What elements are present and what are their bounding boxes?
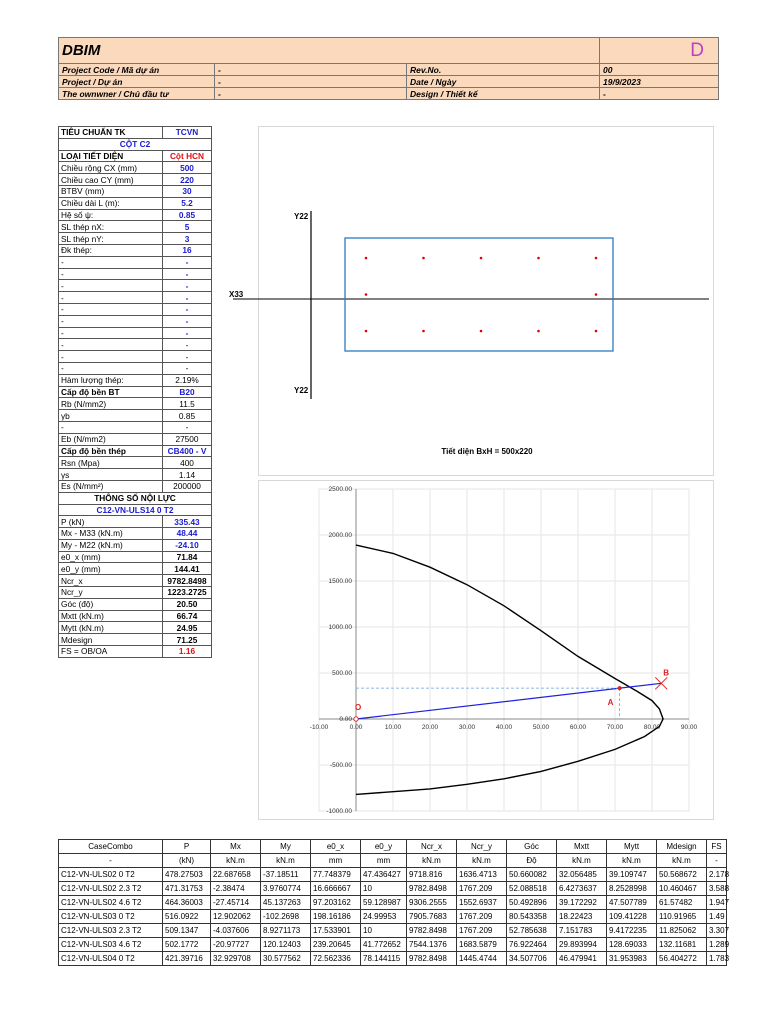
blank-value: - bbox=[163, 362, 212, 374]
blank-label: - bbox=[59, 315, 163, 327]
standard-value[interactable]: TCVN bbox=[163, 127, 212, 139]
param-row bbox=[59, 221, 212, 233]
blank-label: - bbox=[59, 362, 163, 374]
combo-header-cell: My bbox=[261, 840, 311, 854]
combo-cell: 16.666667 bbox=[311, 882, 361, 896]
combo-cell: 29.893994 bbox=[557, 938, 607, 952]
combo-cell: C12-VN-ULS03 0 T2 bbox=[59, 910, 163, 924]
header-row: The ownwner / Chủ đầu tư - Design / Thiết kế - bbox=[59, 88, 719, 100]
param-row bbox=[59, 162, 212, 174]
combo-cell: 9782.8498 bbox=[407, 952, 457, 966]
combo-cell: 18.22423 bbox=[557, 910, 607, 924]
combo-header-cell: mm bbox=[311, 854, 361, 868]
result-value: 144.41 bbox=[163, 563, 212, 575]
combo-cell: 32.056485 bbox=[557, 868, 607, 882]
rebar-dot bbox=[365, 330, 368, 333]
combo-cell: 120.12403 bbox=[261, 938, 311, 952]
x-tick-label: 10.00 bbox=[384, 724, 402, 731]
combo-header-cell: Mdesign bbox=[657, 840, 707, 854]
param-row bbox=[59, 197, 212, 209]
combo-cell: -27.45714 bbox=[211, 896, 261, 910]
combo-cell: 478.27503 bbox=[163, 868, 211, 882]
blank-label: - bbox=[59, 268, 163, 280]
blank-row bbox=[59, 268, 212, 280]
combo-cell: C12-VN-ULS03 4.6 T2 bbox=[59, 938, 163, 952]
combo-cell: 1.947 bbox=[707, 896, 727, 910]
combo-header-cell: mm bbox=[361, 854, 407, 868]
combo-cell: 76.922464 bbox=[507, 938, 557, 952]
param-value[interactable]: 500 bbox=[163, 162, 212, 174]
blank-value: - bbox=[163, 351, 212, 363]
point-o-label: O bbox=[355, 703, 362, 712]
combo-unit-row bbox=[59, 854, 727, 868]
combo-cell: -4.037606 bbox=[211, 924, 261, 938]
result-row bbox=[59, 563, 212, 575]
combo-cell: C12-VN-ULS02 0 T2 bbox=[59, 868, 163, 882]
blank-row bbox=[59, 351, 212, 363]
combo-cell: 3.9760774 bbox=[261, 882, 311, 896]
combo-cell: 2.178 bbox=[707, 868, 727, 882]
combo-row[interactable] bbox=[59, 896, 727, 910]
combo-table bbox=[58, 839, 730, 966]
combo-row[interactable] bbox=[59, 952, 727, 966]
combo-cell: 24.99953 bbox=[361, 910, 407, 924]
rebar-dot bbox=[422, 257, 425, 260]
combo-cell: 52.088518 bbox=[507, 882, 557, 896]
blank-value: - bbox=[163, 339, 212, 351]
x-tick-label: 40.00 bbox=[495, 724, 513, 731]
rebar-dot bbox=[365, 293, 368, 296]
steel-grade-value[interactable]: CB400 - V bbox=[163, 445, 212, 457]
combo-cell: 502.1772 bbox=[163, 938, 211, 952]
x-tick-label: -10.00 bbox=[309, 724, 329, 731]
combo-header-cell: Góc bbox=[507, 840, 557, 854]
combo-cell: C12-VN-ULS03 2.3 T2 bbox=[59, 924, 163, 938]
combo-row[interactable] bbox=[59, 868, 727, 882]
combo-cell: 22.687658 bbox=[211, 868, 261, 882]
param-value[interactable]: 3 bbox=[163, 233, 212, 245]
result-label: Ncr_x bbox=[59, 575, 163, 587]
param-value[interactable]: 30 bbox=[163, 185, 212, 197]
blank-rows bbox=[59, 256, 212, 374]
blank-label: - bbox=[59, 256, 163, 268]
combo-cell: 1.49 bbox=[707, 910, 727, 924]
x-axis-label: X33 bbox=[229, 290, 244, 299]
combo-cell: 39.172292 bbox=[557, 896, 607, 910]
param-label: Hệ số ψ: bbox=[59, 209, 163, 221]
result-row bbox=[59, 610, 212, 622]
y-tick-label: -1000.00 bbox=[326, 808, 352, 815]
combo-cell: C12-VN-ULS02 4.6 T2 bbox=[59, 896, 163, 910]
combo-cell: 59.128987 bbox=[361, 896, 407, 910]
param-value[interactable]: 0.85 bbox=[163, 209, 212, 221]
blank-label: - bbox=[59, 327, 163, 339]
combo-cell: 17.533901 bbox=[311, 924, 361, 938]
y-tick-label: 500.00 bbox=[332, 670, 352, 677]
combo-cell: 50.568672 bbox=[657, 868, 707, 882]
combo-cell: 1552.6937 bbox=[457, 896, 507, 910]
project-header bbox=[58, 37, 719, 100]
blank-row bbox=[59, 315, 212, 327]
result-label: Ncr_y bbox=[59, 587, 163, 599]
section-caption: Tiết diện BxH = 500x220 bbox=[441, 447, 533, 456]
blank-value: - bbox=[163, 280, 212, 292]
x-tick-label: 30.00 bbox=[458, 724, 476, 731]
y-axis-label-top: Y22 bbox=[294, 212, 309, 221]
combo-cell: 97.203162 bbox=[311, 896, 361, 910]
blank-row bbox=[59, 256, 212, 268]
param-row bbox=[59, 185, 212, 197]
combo-cell: -2.38474 bbox=[211, 882, 261, 896]
point-o bbox=[354, 717, 358, 721]
rebar-dot bbox=[595, 330, 598, 333]
point-a bbox=[618, 686, 622, 690]
combo-header-cell: Mx bbox=[211, 840, 261, 854]
parameter-table: TIÊU CHUẨN TK TCVN CỘT C2 LOẠI TIẾT DIỆN Cột HCN Chiều rộng CX (mm) 500 Chiều cao CY (mm) 220 BTBV (mm) 30 Chiều dài L (m): 5.2 Hệ số ψ: 0.85 SL thép nX: 5 SL thép nY: 3 Đk thép: 16 - - - - - - - - - - - - - - - - - - - - Hàm lượng thép: 2.19% Cấp độ bền BT B20 Rb (N/mm2) 11.5 γb 0.85 - - Eb (N/mm2) 27500 Cấp độ bền thép CB400 - V Rsn (Mpa) 400 γs 1.14 Es (N/mm²) 200000 THÔNG SỐ NỘI LỰC C12-VN-ULS14 0 T2 P (kN) 335.43 Mx - M33 (kN.m) 48.44 My - M22 (kN.m) -24.10 e0_x (mm) 71.84 e0_y (mm) 144.41 Ncr_x 9782.8498 Ncr_y 1223.2725 Góc (độ) 20.50 Mxtt (kN.m) 66.74 Mytt (kN.m) 24.95 Mdesign 71.25 FS = OB/OA 1.16 bbox=[58, 126, 212, 658]
result-value: 24.95 bbox=[163, 622, 212, 634]
param-value[interactable]: 16 bbox=[163, 244, 212, 256]
combo-cell: C12-VN-ULS02 2.3 T2 bbox=[59, 882, 163, 896]
result-label: Mxtt (kN.m) bbox=[59, 610, 163, 622]
combo-cell: 77.748379 bbox=[311, 868, 361, 882]
result-value: 20.50 bbox=[163, 598, 212, 610]
combo-cell: 110.91965 bbox=[657, 910, 707, 924]
combo-cell: 1767.209 bbox=[457, 910, 507, 924]
combo-header-cell: e0_x bbox=[311, 840, 361, 854]
combo-cell: 1.783 bbox=[707, 952, 727, 966]
rebar-group bbox=[365, 257, 598, 333]
combo-cell: 239.20645 bbox=[311, 938, 361, 952]
rebar-dot bbox=[422, 330, 425, 333]
combo-header-row bbox=[59, 840, 727, 854]
result-label: e0_y (mm) bbox=[59, 563, 163, 575]
combo-header-cell: - bbox=[707, 854, 727, 868]
combo-cell: 7905.7683 bbox=[407, 910, 457, 924]
combo-cell: -102.2698 bbox=[261, 910, 311, 924]
result-row bbox=[59, 598, 212, 610]
combo-header-cell: FS bbox=[707, 840, 727, 854]
interaction-curve bbox=[356, 545, 663, 794]
combo-cell: 516.0922 bbox=[163, 910, 211, 924]
result-row bbox=[59, 575, 212, 587]
internal-forces-title: THÔNG SỐ NỘI LỰC bbox=[59, 492, 212, 504]
logo: D bbox=[600, 38, 719, 64]
combo-cell: 9782.8498 bbox=[407, 882, 457, 896]
param-label: Đk thép: bbox=[59, 244, 163, 256]
combo-cell: 509.1347 bbox=[163, 924, 211, 938]
combo-row[interactable] bbox=[59, 924, 727, 938]
blank-value: - bbox=[163, 292, 212, 304]
blank-value: - bbox=[163, 315, 212, 327]
section-rectangle bbox=[345, 238, 613, 351]
combo-cell: 1.289 bbox=[707, 938, 727, 952]
y-tick-label: 2000.00 bbox=[328, 532, 352, 539]
combo-cell: 1683.5879 bbox=[457, 938, 507, 952]
combo-cell: -37.18511 bbox=[261, 868, 311, 882]
x-tick-label: 80.00 bbox=[643, 724, 661, 731]
combo-cell: 6.4273637 bbox=[557, 882, 607, 896]
param-value[interactable]: 5 bbox=[163, 221, 212, 233]
x-tick-label: 70.00 bbox=[606, 724, 624, 731]
blank-row bbox=[59, 362, 212, 374]
combo-cell: 45.137263 bbox=[261, 896, 311, 910]
y-tick-label: 1500.00 bbox=[328, 578, 352, 585]
blank-value: - bbox=[163, 256, 212, 268]
param-label: Chiều dài L (m): bbox=[59, 197, 163, 209]
column-title: CỘT C2 bbox=[59, 138, 212, 150]
result-label: Mdesign bbox=[59, 634, 163, 646]
x-tick-label: 50.00 bbox=[532, 724, 550, 731]
geometry-rows bbox=[59, 162, 212, 256]
combo-cell: 11.825062 bbox=[657, 924, 707, 938]
param-row bbox=[59, 209, 212, 221]
rebar-dot bbox=[537, 257, 540, 260]
blank-label: - bbox=[59, 303, 163, 315]
y-tick-label: 2500.00 bbox=[328, 486, 352, 493]
result-value: 71.84 bbox=[163, 551, 212, 563]
combo-cell: 72.562336 bbox=[311, 952, 361, 966]
rebar-dot bbox=[595, 293, 598, 296]
combo-header-cell: (kN) bbox=[163, 854, 211, 868]
param-label: Chiều rộng CX (mm) bbox=[59, 162, 163, 174]
result-label: e0_x (mm) bbox=[59, 551, 163, 563]
combo-header-cell: P bbox=[163, 840, 211, 854]
combo-cell: 39.109747 bbox=[607, 868, 657, 882]
result-row bbox=[59, 634, 212, 646]
combo-cell: 7.151783 bbox=[557, 924, 607, 938]
combo-cell: 198.16186 bbox=[311, 910, 361, 924]
combo-header-cell: CaseCombo bbox=[59, 840, 163, 854]
result-value: 66.74 bbox=[163, 610, 212, 622]
combo-cell: 132.11681 bbox=[657, 938, 707, 952]
result-label: Mytt (kN.m) bbox=[59, 622, 163, 634]
safety-factor-value: 1.16 bbox=[163, 646, 212, 658]
param-value[interactable]: 220 bbox=[163, 174, 212, 186]
combo-cell: 1636.4713 bbox=[457, 868, 507, 882]
point-a-label: A bbox=[607, 698, 614, 708]
brand-title: DBIM bbox=[59, 38, 600, 64]
result-value: 9782.8498 bbox=[163, 575, 212, 587]
combo-cell: 8.9271173 bbox=[261, 924, 311, 938]
section-drawing-panel bbox=[258, 126, 714, 476]
combo-cell: 3.307 bbox=[707, 924, 727, 938]
blank-value: - bbox=[163, 303, 212, 315]
combo-cell: 78.144115 bbox=[361, 952, 407, 966]
combo-cell: 9718.816 bbox=[407, 868, 457, 882]
x-tick-label: 60.00 bbox=[569, 724, 587, 731]
param-label: Chiều cao CY (mm) bbox=[59, 174, 163, 186]
param-row bbox=[59, 174, 212, 186]
rebar-dot bbox=[480, 330, 483, 333]
combo-cell: 10 bbox=[361, 924, 407, 938]
param-row bbox=[59, 244, 212, 256]
combo-cell: 34.507706 bbox=[507, 952, 557, 966]
param-value[interactable]: 5.2 bbox=[163, 197, 212, 209]
result-rows bbox=[59, 551, 212, 645]
combo-cell: 47.436427 bbox=[361, 868, 407, 882]
x-tick-label: 90.00 bbox=[680, 724, 698, 731]
blank-label: - bbox=[59, 351, 163, 363]
result-row bbox=[59, 622, 212, 634]
blank-row bbox=[59, 327, 212, 339]
combo-header-cell: kN.m bbox=[407, 854, 457, 868]
combo-cell: 3.588 bbox=[707, 882, 727, 896]
y-tick-label: -500.00 bbox=[329, 762, 352, 769]
combo-row[interactable] bbox=[59, 910, 727, 924]
combo-header-cell: Ncr_y bbox=[457, 840, 507, 854]
combo-cell: 52.785638 bbox=[507, 924, 557, 938]
combo-header-cell: Mytt bbox=[607, 840, 657, 854]
result-value: 1223.2725 bbox=[163, 587, 212, 599]
rebar-dot bbox=[480, 257, 483, 260]
y-axis-label-bottom: Y22 bbox=[294, 386, 309, 395]
rebar-dot bbox=[537, 330, 540, 333]
combo-cell: 128.69033 bbox=[607, 938, 657, 952]
blank-value: - bbox=[163, 268, 212, 280]
combo-cell: 32.929708 bbox=[211, 952, 261, 966]
header-row: Project / Dự án - Date / Ngày 19/9/2023 bbox=[59, 76, 719, 88]
combo-header-cell: kN.m bbox=[457, 854, 507, 868]
result-row bbox=[59, 587, 212, 599]
result-label: Góc (độ) bbox=[59, 598, 163, 610]
interaction-chart-panel bbox=[258, 480, 714, 820]
combo-cell: 41.772652 bbox=[361, 938, 407, 952]
blank-row bbox=[59, 303, 212, 315]
result-value: 71.25 bbox=[163, 634, 212, 646]
combo-header-cell: kN.m bbox=[607, 854, 657, 868]
combo-cell: 8.2528998 bbox=[607, 882, 657, 896]
blank-value: - bbox=[163, 327, 212, 339]
param-row bbox=[59, 233, 212, 245]
combo-header-cell: kN.m bbox=[557, 854, 607, 868]
combo-selector[interactable]: C12-VN-ULS14 0 T2 bbox=[59, 504, 212, 516]
section-type-value[interactable]: Cột HCN bbox=[163, 150, 212, 162]
combo-cell: 9782.8498 bbox=[407, 924, 457, 938]
result-row bbox=[59, 551, 212, 563]
section-drawing bbox=[259, 127, 715, 477]
combo-row[interactable] bbox=[59, 938, 727, 952]
blank-label: - bbox=[59, 339, 163, 351]
combo-cell: 9.4172235 bbox=[607, 924, 657, 938]
combo-cell: 50.492896 bbox=[507, 896, 557, 910]
combo-cell: 10 bbox=[361, 882, 407, 896]
combo-header-cell: kN.m bbox=[261, 854, 311, 868]
blank-label: - bbox=[59, 292, 163, 304]
point-b-label: B bbox=[663, 668, 670, 678]
combo-cell: 50.660082 bbox=[507, 868, 557, 882]
blank-label: - bbox=[59, 280, 163, 292]
header-row: Project Code / Mã dự án - Rev.No. 00 bbox=[59, 64, 719, 76]
combo-cell: 1767.209 bbox=[457, 924, 507, 938]
blank-row bbox=[59, 280, 212, 292]
combo-cell: 80.543358 bbox=[507, 910, 557, 924]
param-label: BTBV (mm) bbox=[59, 185, 163, 197]
combo-cell: -20.97727 bbox=[211, 938, 261, 952]
combo-cell: 9306.2555 bbox=[407, 896, 457, 910]
combo-cell: 31.953983 bbox=[607, 952, 657, 966]
x-tick-label: 0.00 bbox=[349, 724, 363, 731]
combo-cell: 61.57482 bbox=[657, 896, 707, 910]
rebar-dot bbox=[595, 257, 598, 260]
param-label: SL thép nY: bbox=[59, 233, 163, 245]
combo-cell: 109.41228 bbox=[607, 910, 657, 924]
combo-header-cell: e0_y bbox=[361, 840, 407, 854]
steel-ratio-value: 2.19% bbox=[163, 374, 212, 386]
param-label: SL thép nX: bbox=[59, 221, 163, 233]
combo-cell: 7544.1376 bbox=[407, 938, 457, 952]
combo-cell: 47.507789 bbox=[607, 896, 657, 910]
blank-row bbox=[59, 339, 212, 351]
combo-header-cell: Mxtt bbox=[557, 840, 607, 854]
combo-cell: 46.479941 bbox=[557, 952, 607, 966]
combo-header-cell: kN.m bbox=[657, 854, 707, 868]
interaction-chart bbox=[259, 481, 715, 821]
rebar-dot bbox=[365, 257, 368, 260]
combo-cell: 10.460467 bbox=[657, 882, 707, 896]
combo-cell: 1767.209 bbox=[457, 882, 507, 896]
combo-cell: 471.31753 bbox=[163, 882, 211, 896]
combo-row[interactable] bbox=[59, 882, 727, 896]
combo-header-cell: kN.m bbox=[211, 854, 261, 868]
y-tick-label: 0.00 bbox=[339, 716, 352, 723]
combo-cell: 12.902062 bbox=[211, 910, 261, 924]
concrete-grade-value[interactable]: B20 bbox=[163, 386, 212, 398]
x-tick-label: 20.00 bbox=[421, 724, 439, 731]
y-tick-label: 1000.00 bbox=[328, 624, 352, 631]
combo-cell: 464.36003 bbox=[163, 896, 211, 910]
combo-cell: 421.39716 bbox=[163, 952, 211, 966]
combo-cell: 1445.4744 bbox=[457, 952, 507, 966]
combo-cell: 30.577562 bbox=[261, 952, 311, 966]
combo-header-cell: - bbox=[59, 854, 163, 868]
combo-cell: C12-VN-ULS04 0 T2 bbox=[59, 952, 163, 966]
blank-row bbox=[59, 292, 212, 304]
combo-header-cell: Ncr_x bbox=[407, 840, 457, 854]
combo-cell: 56.404272 bbox=[657, 952, 707, 966]
combo-header-cell: Độ bbox=[507, 854, 557, 868]
